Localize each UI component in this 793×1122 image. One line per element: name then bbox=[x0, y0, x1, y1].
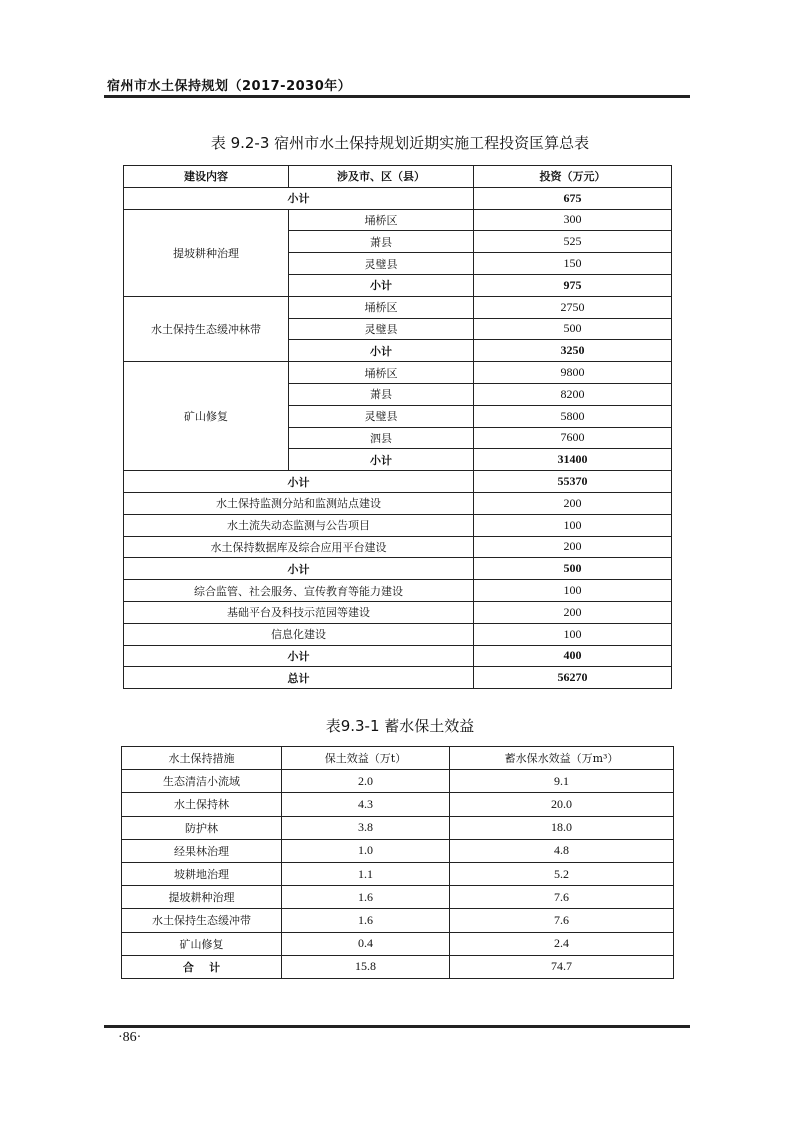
benefit-table bbox=[121, 746, 674, 979]
group-name: 水土保持生态缓冲林带 bbox=[124, 296, 289, 361]
subtotal-label: 小计 bbox=[289, 449, 474, 471]
table2-caption: 表9.3-1 蓄水保土效益 bbox=[325, 717, 475, 735]
table-header-row bbox=[124, 166, 672, 188]
header-cell: 水土保持措施 bbox=[122, 747, 282, 770]
group-name: 矿山修复 bbox=[124, 362, 289, 471]
subtotal-value: 975 bbox=[474, 274, 672, 296]
item-label: 综合监管、社会服务、宣传教育等能力建设 bbox=[124, 580, 474, 602]
header-cell: 蓄水保水效益（万m³） bbox=[450, 747, 674, 770]
measure-cell: 水土保持生态缓冲带 bbox=[122, 909, 282, 932]
value-cell: 500 bbox=[474, 318, 672, 340]
subtotal-value: 31400 bbox=[474, 449, 672, 471]
value-cell: 100 bbox=[474, 580, 672, 602]
item-label: 水土保持数据库及综合应用平台建设 bbox=[124, 536, 474, 558]
table-row bbox=[122, 909, 674, 932]
table-row bbox=[124, 514, 672, 536]
header-cell: 投资（万元） bbox=[474, 166, 672, 188]
value-cell: 5800 bbox=[474, 405, 672, 427]
table-row bbox=[124, 623, 672, 645]
value-cell: 100 bbox=[474, 623, 672, 645]
district-cell: 泗县 bbox=[289, 427, 474, 449]
district-cell: 灵璧县 bbox=[289, 318, 474, 340]
item-label: 水土流失动态监测与公告项目 bbox=[124, 514, 474, 536]
measure-cell: 矿山修复 bbox=[122, 932, 282, 955]
total-value: 56270 bbox=[474, 667, 672, 689]
measure-cell: 坡耕地治理 bbox=[122, 862, 282, 885]
table-row bbox=[124, 362, 672, 384]
header-cell: 涉及市、区（县） bbox=[289, 166, 474, 188]
district-cell: 埇桥区 bbox=[289, 296, 474, 318]
value-cell: 300 bbox=[474, 209, 672, 231]
water-cell: 5.2 bbox=[450, 862, 674, 885]
district-cell: 灵璧县 bbox=[289, 253, 474, 275]
item-label: 水土保持监测分站和监测站点建设 bbox=[124, 492, 474, 514]
soil-cell: 4.3 bbox=[282, 793, 450, 816]
water-cell: 4.8 bbox=[450, 839, 674, 862]
table-row bbox=[122, 816, 674, 839]
running-header: 宿州市水土保持规划（2017-2030年） bbox=[107, 79, 352, 94]
total-label: 总计 bbox=[124, 667, 474, 689]
page-number: ·86· bbox=[118, 1030, 142, 1045]
water-cell: 9.1 bbox=[450, 770, 674, 793]
soil-cell: 0.4 bbox=[282, 932, 450, 955]
table-row bbox=[124, 580, 672, 602]
footer-rule bbox=[104, 1025, 690, 1028]
measure-cell: 生态清洁小流域 bbox=[122, 770, 282, 793]
value-cell: 525 bbox=[474, 231, 672, 253]
value-cell: 9800 bbox=[474, 362, 672, 384]
header-cell: 保土效益（万t） bbox=[282, 747, 450, 770]
subtotal-label: 小计 bbox=[124, 187, 474, 209]
water-cell: 20.0 bbox=[450, 793, 674, 816]
header-rule bbox=[104, 95, 690, 98]
table-row bbox=[124, 558, 672, 580]
value-cell: 200 bbox=[474, 601, 672, 623]
subtotal-value: 500 bbox=[474, 558, 672, 580]
soil-total: 15.8 bbox=[282, 955, 450, 978]
total-label: 合 计 bbox=[122, 955, 282, 978]
district-cell: 埇桥区 bbox=[289, 209, 474, 231]
district-cell: 灵璧县 bbox=[289, 405, 474, 427]
measure-cell: 水土保持林 bbox=[122, 793, 282, 816]
table-row bbox=[122, 886, 674, 909]
table-row bbox=[122, 932, 674, 955]
subtotal-value: 400 bbox=[474, 645, 672, 667]
table1-caption: 表 9.2-3 宿州市水土保持规划近期实施工程投资匡算总表 bbox=[210, 134, 590, 152]
table-row bbox=[124, 492, 672, 514]
subtotal-label: 小计 bbox=[289, 274, 474, 296]
value-cell: 2750 bbox=[474, 296, 672, 318]
table-row bbox=[122, 770, 674, 793]
measure-cell: 提坡耕种治理 bbox=[122, 886, 282, 909]
table-row bbox=[122, 839, 674, 862]
header-cell: 建设内容 bbox=[124, 166, 289, 188]
measure-cell: 经果林治理 bbox=[122, 839, 282, 862]
district-cell: 埇桥区 bbox=[289, 362, 474, 384]
value-cell: 8200 bbox=[474, 383, 672, 405]
water-cell: 18.0 bbox=[450, 816, 674, 839]
subtotal-label: 小计 bbox=[124, 645, 474, 667]
subtotal-label: 小计 bbox=[289, 340, 474, 362]
table-row bbox=[124, 471, 672, 493]
soil-cell: 1.6 bbox=[282, 909, 450, 932]
table-row bbox=[124, 536, 672, 558]
table-row bbox=[124, 645, 672, 667]
water-total: 74.7 bbox=[450, 955, 674, 978]
soil-cell: 1.1 bbox=[282, 862, 450, 885]
soil-cell: 1.0 bbox=[282, 839, 450, 862]
value-cell: 200 bbox=[474, 492, 672, 514]
value-cell: 100 bbox=[474, 514, 672, 536]
water-cell: 7.6 bbox=[450, 909, 674, 932]
table-row bbox=[124, 209, 672, 231]
table-row bbox=[124, 187, 672, 209]
table-total-row bbox=[122, 955, 674, 978]
item-label: 基础平台及科技示范园等建设 bbox=[124, 601, 474, 623]
measure-cell: 防护林 bbox=[122, 816, 282, 839]
table-row bbox=[124, 296, 672, 318]
group-name: 提坡耕种治理 bbox=[124, 209, 289, 296]
table-row bbox=[122, 862, 674, 885]
district-cell: 萧县 bbox=[289, 231, 474, 253]
table-header-row bbox=[122, 747, 674, 770]
table-row bbox=[122, 793, 674, 816]
investment-table bbox=[123, 165, 672, 689]
value-cell: 200 bbox=[474, 536, 672, 558]
soil-cell: 3.8 bbox=[282, 816, 450, 839]
district-cell: 萧县 bbox=[289, 383, 474, 405]
subtotal-value: 55370 bbox=[474, 471, 672, 493]
soil-cell: 2.0 bbox=[282, 770, 450, 793]
table-row bbox=[124, 601, 672, 623]
soil-cell: 1.6 bbox=[282, 886, 450, 909]
subtotal-value: 3250 bbox=[474, 340, 672, 362]
subtotal-label: 小计 bbox=[124, 471, 474, 493]
subtotal-label: 小计 bbox=[124, 558, 474, 580]
water-cell: 7.6 bbox=[450, 886, 674, 909]
value-cell: 7600 bbox=[474, 427, 672, 449]
table-row bbox=[124, 667, 672, 689]
subtotal-value: 675 bbox=[474, 187, 672, 209]
value-cell: 150 bbox=[474, 253, 672, 275]
item-label: 信息化建设 bbox=[124, 623, 474, 645]
water-cell: 2.4 bbox=[450, 932, 674, 955]
